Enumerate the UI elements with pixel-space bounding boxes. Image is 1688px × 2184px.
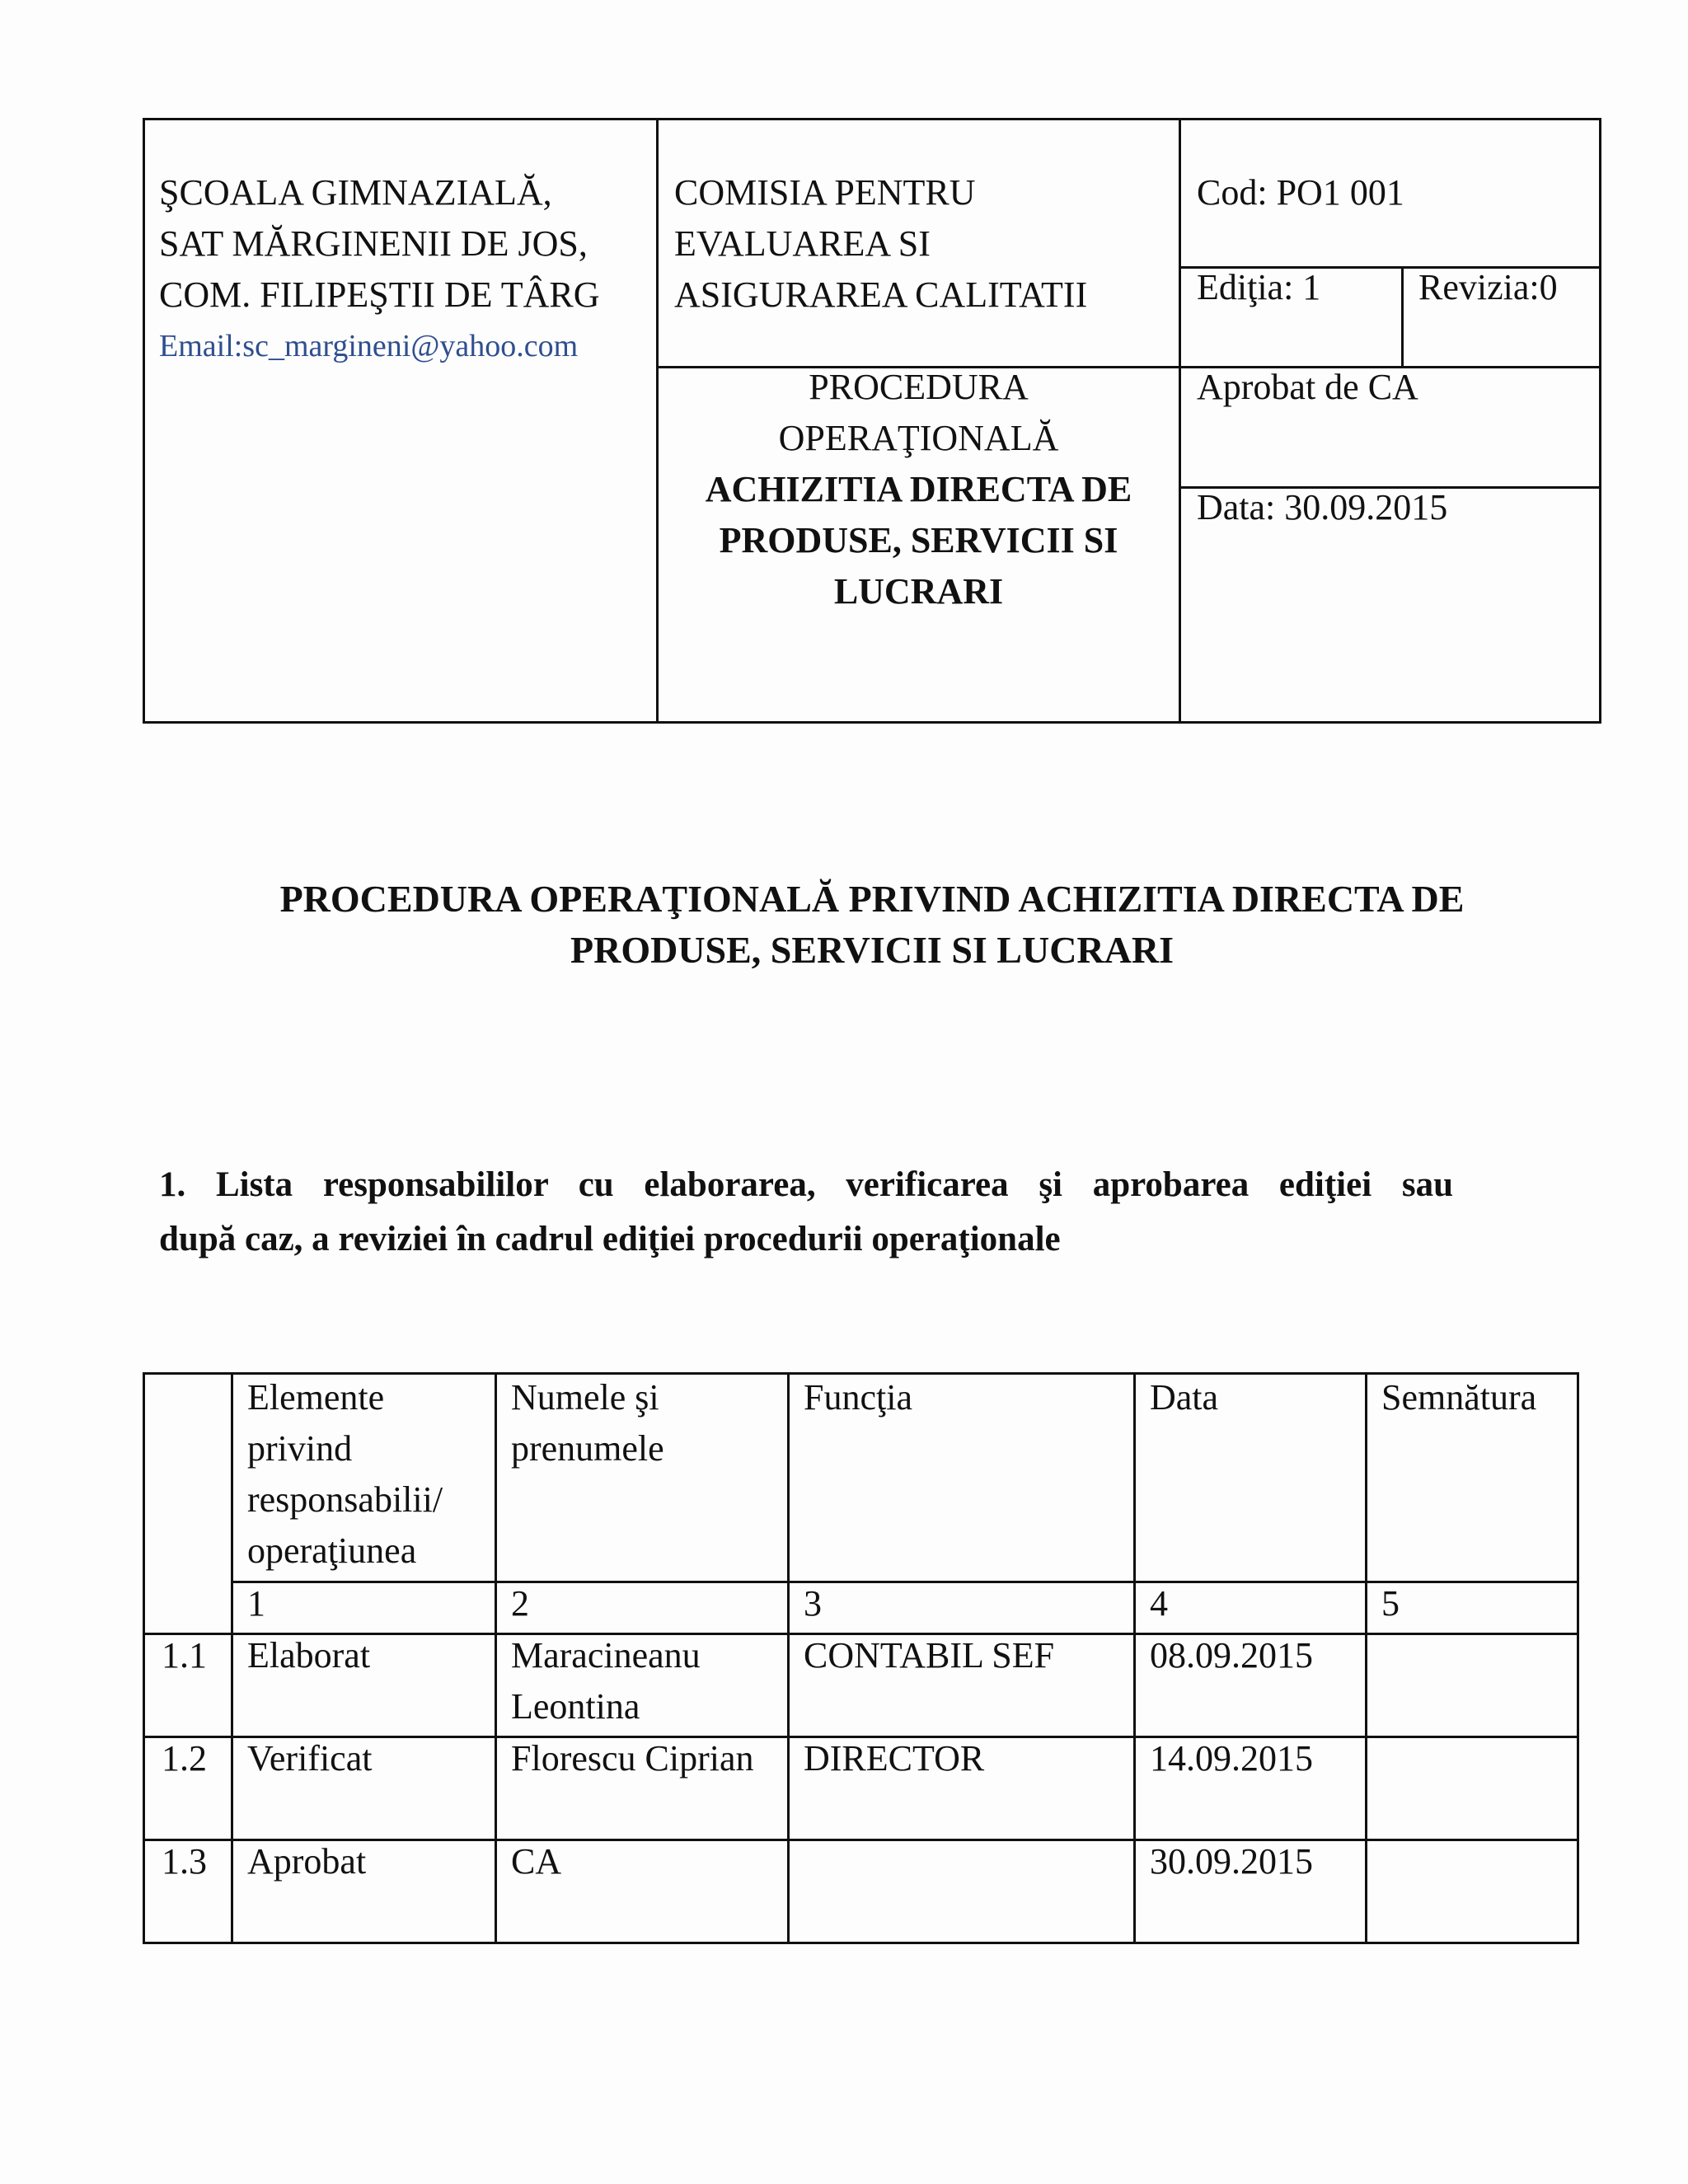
row-name: Florescu Ciprian — [511, 1738, 754, 1779]
row-name: Leontina — [511, 1686, 640, 1727]
procedure-name: LUCRARI — [833, 571, 1004, 612]
row-number: 1.3 — [162, 1841, 207, 1882]
header-elements: operaţiunea — [247, 1530, 417, 1571]
header-divider — [1179, 120, 1181, 724]
row-function: CONTABIL SEF — [804, 1635, 1055, 1675]
header-elements: responsabilii/ — [247, 1479, 443, 1520]
header-date: Data — [1150, 1377, 1219, 1418]
table-grid-line — [231, 1375, 233, 1944]
header-name: prenumele — [511, 1428, 664, 1469]
document-title — [143, 874, 1601, 976]
table-grid-line — [495, 1375, 497, 1944]
header-name: Numele şi — [511, 1377, 659, 1418]
column-number: 2 — [511, 1583, 529, 1624]
header-divider — [1401, 266, 1404, 367]
procedure-name: PRODUSE, SERVICII SI — [719, 520, 1118, 560]
header-elements: privind — [247, 1428, 353, 1469]
procedure-cell — [659, 362, 1179, 617]
row-element: Verificat — [247, 1738, 373, 1779]
school-email: Email:sc_margineni@yahoo.com — [159, 329, 579, 363]
row-name: CA — [511, 1841, 562, 1882]
approval-date: Data: 30.09.2015 — [1197, 487, 1448, 527]
document-title-line: PRODUSE, SERVICII SI LUCRARI — [570, 929, 1174, 971]
commission-line: EVALUAREA SI — [674, 223, 931, 264]
row-element: Aprobat — [247, 1841, 367, 1882]
header-signature: Semnătura — [1381, 1377, 1537, 1418]
procedure-type: OPERAŢIONALĂ — [778, 418, 1059, 458]
header-function: Funcţia — [804, 1377, 912, 1418]
edition-number: Ediţia: 1 — [1197, 267, 1321, 307]
table-grid-line — [231, 1581, 1579, 1583]
procedure-name: ACHIZITIA DIRECTA DE — [705, 469, 1132, 509]
column-number: 5 — [1381, 1583, 1400, 1624]
row-function: DIRECTOR — [804, 1738, 985, 1779]
document-title-line: PROCEDURA OPERAŢIONALĂ PRIVIND ACHIZITIA DIRECTA DE — [279, 878, 1465, 920]
table-grid-line — [787, 1375, 790, 1944]
header-table — [143, 118, 1601, 724]
table-grid-line — [1133, 1375, 1136, 1944]
school-village: SAT MĂRGINENII DE JOS, — [159, 223, 588, 264]
procedure-label: PROCEDURA — [809, 367, 1029, 407]
responsibilities-table — [143, 1372, 1579, 1944]
column-number: 1 — [247, 1583, 265, 1624]
row-name: Maracineanu — [511, 1635, 701, 1675]
school-commune: COM. FILIPEŞTII DE TÂRG — [159, 274, 600, 315]
row-element: Elaborat — [247, 1635, 371, 1675]
revision-number: Revizia:0 — [1418, 267, 1558, 307]
row-number: 1.2 — [162, 1738, 207, 1779]
section-heading-line: 1. Lista responsabililor cu elaborarea, verificarea şi aprobarea ediţiei sau — [159, 1165, 1453, 1204]
row-date: 08.09.2015 — [1150, 1635, 1313, 1675]
approved-by: Aprobat de CA — [1197, 367, 1418, 407]
commission-line: COMISIA PENTRU — [674, 172, 976, 213]
school-name: ŞCOALA GIMNAZIALĂ, — [159, 172, 552, 213]
section-heading — [159, 1158, 1453, 1267]
commission-line: ASIGURAREA CALITATII — [674, 274, 1088, 315]
header-elements: Elemente — [247, 1377, 385, 1418]
column-number: 4 — [1150, 1583, 1168, 1624]
table-grid-line — [1365, 1375, 1367, 1944]
row-number: 1.1 — [162, 1635, 207, 1675]
row-date: 14.09.2015 — [1150, 1738, 1313, 1779]
section-heading-line: după caz, a reviziei în cadrul ediţiei procedurii operaţionale — [159, 1220, 1061, 1258]
row-date: 30.09.2015 — [1150, 1841, 1313, 1882]
document-code: Cod: PO1 001 — [1197, 172, 1404, 213]
column-number: 3 — [804, 1583, 822, 1624]
